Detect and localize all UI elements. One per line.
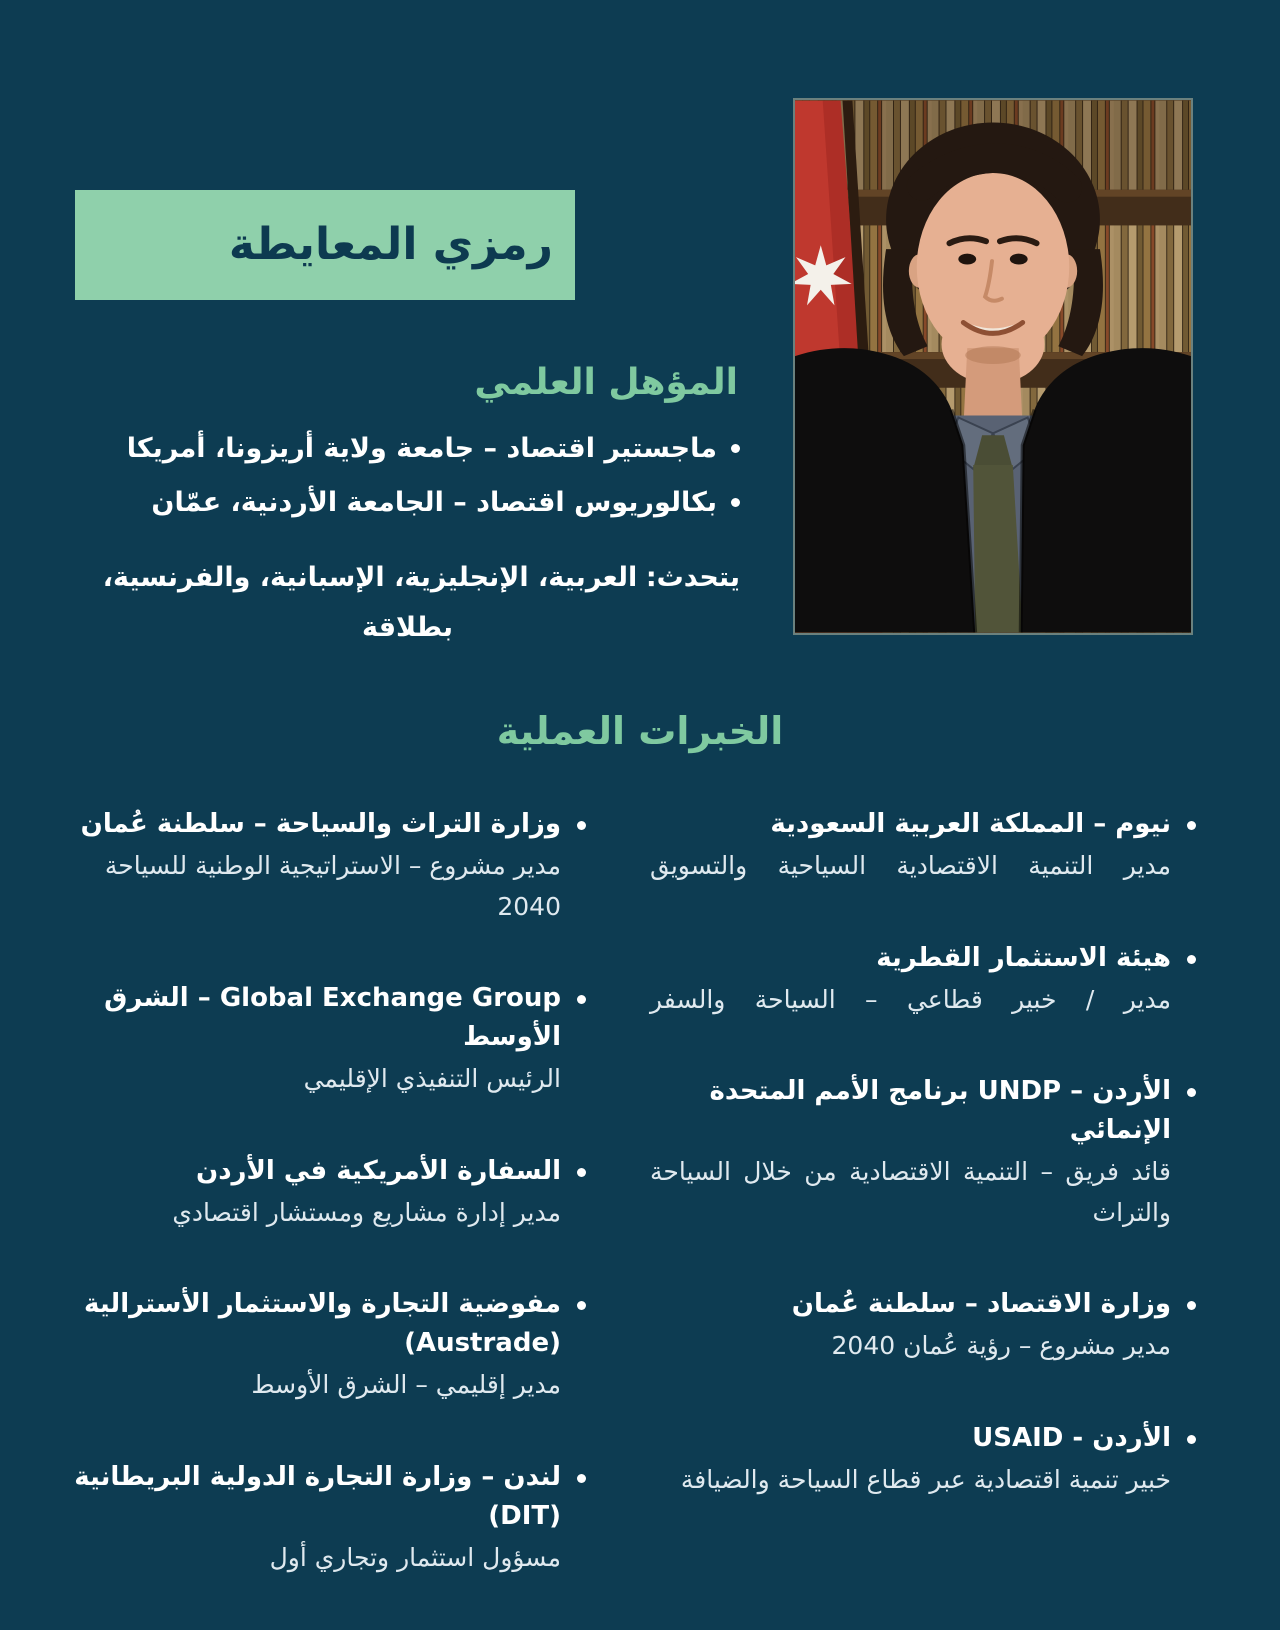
- experience-body: [650, 805, 1171, 887]
- intro-column: [75, 190, 740, 676]
- portrait-illustration: [795, 100, 1191, 633]
- experience-subtitle: مدير مشروع – رؤية عُمان 2040: [831, 1331, 1171, 1360]
- experience-item: [650, 805, 1196, 887]
- experience-title: السفارة الأمريكية في الأردن: [196, 1155, 561, 1186]
- experience-subtitle: مدير / خبير قطاعي – السياحة والسفر: [650, 984, 1171, 1014]
- experience-title: الأردن – UNDP برنامج الأمم المتحدة الإنمائي: [709, 1076, 1171, 1145]
- experience-title: وزارة الاقتصاد – سلطنة عُمان: [791, 1289, 1171, 1319]
- experience-title: هيئة الاستثمار القطرية: [876, 942, 1171, 973]
- experience-body: [650, 1285, 1171, 1367]
- languages-label: يتحدث:: [645, 562, 740, 593]
- experience-subtitle: قائد فريق – التنمية الاقتصادية من خلال السياحة والتراث: [650, 1157, 1171, 1227]
- qualification-heading: المؤهل العلمي: [474, 362, 738, 403]
- experience-heading: الخبرات العملية: [496, 709, 784, 753]
- profile-photo: [793, 98, 1193, 635]
- qualification-list: [75, 429, 740, 523]
- qualification-item: ماجستير اقتصاد – جامعة ولاية أريزونا، أمريكا: [126, 433, 717, 464]
- experience-subtitle: مدير التنمية الاقتصادية السياحية والتسويق: [650, 851, 1171, 880]
- experience-subtitle: الرئيس التنفيذي الإقليمي: [303, 1064, 561, 1093]
- bullet-icon: [577, 1168, 586, 1177]
- experience-title: وزارة التراث والسياحة – سلطنة عُمان: [80, 809, 561, 839]
- experience-title: لندن – وزارة التجارة الدولية البريطانية (DIT): [74, 1461, 561, 1531]
- experience-title: نيوم – المملكة العربية السعودية: [770, 809, 1171, 839]
- bullet-icon: [1187, 1088, 1196, 1097]
- experience-subtitle: خبير تنمية اقتصادية عبر قطاع السياحة والضيافة: [680, 1464, 1171, 1494]
- experience-item: [40, 1285, 586, 1406]
- name-badge: [75, 190, 575, 300]
- experience-body: [40, 1458, 561, 1579]
- experience-body: [40, 1285, 561, 1406]
- experience-item: [40, 1152, 586, 1234]
- bullet-icon: [577, 1474, 586, 1483]
- experience-body: [650, 1419, 1171, 1501]
- experience-title: مفوضية التجارة والاستثمار الأسترالية (Austrade): [84, 1289, 561, 1358]
- experience-subtitle: مدير مشروع – الاستراتيجية الوطنية للسياحة 2040: [104, 851, 561, 921]
- experience-body: [650, 1072, 1171, 1233]
- person-name: رمزي المعايطة: [228, 219, 553, 270]
- experience-columns: [0, 805, 1280, 1630]
- experience-item: [650, 939, 1196, 1021]
- qualification-item: بكالوريوس اقتصاد – الجامعة الأردنية، عمّان: [151, 486, 717, 518]
- list-item: [75, 483, 740, 524]
- bullet-icon: [1187, 821, 1196, 830]
- experience-body: [650, 939, 1171, 1021]
- experience-item: [650, 1419, 1196, 1501]
- bullet-icon: [731, 444, 740, 453]
- experience-title: Global Exchange Group – الشرق الأوسط: [104, 983, 561, 1052]
- experience-item: [40, 1458, 586, 1579]
- bullet-icon: [1187, 1301, 1196, 1310]
- experience-item: [40, 979, 586, 1100]
- experience-subtitle: مدير إقليمي – الشرق الأوسط: [251, 1370, 561, 1399]
- bullet-icon: [577, 1301, 586, 1310]
- experience-body: [40, 979, 561, 1100]
- bullet-icon: [577, 821, 586, 830]
- languages-line: [75, 557, 740, 649]
- experience-subtitle: مدير إدارة مشاريع ومستشار اقتصادي: [172, 1197, 561, 1227]
- experience-body: [40, 1152, 561, 1234]
- experience-body: [40, 805, 561, 927]
- experience-item: [40, 805, 586, 927]
- bullet-icon: [1187, 1435, 1196, 1444]
- top-section: [0, 0, 1280, 665]
- experience-column-left: [40, 805, 586, 1630]
- experience-item: [650, 1285, 1196, 1367]
- languages-text: العربية، الإنجليزية، الإسبانية، والفرنسية،: [102, 562, 638, 593]
- experience-column-right: [650, 805, 1196, 1630]
- experience-title: الأردن - USAID: [972, 1422, 1171, 1453]
- experience-subtitle: مسؤول استثمار وتجاري أول: [269, 1542, 561, 1572]
- languages-text-continued: بطلاقة: [362, 611, 453, 643]
- bullet-icon: [731, 498, 740, 507]
- bullet-icon: [577, 995, 586, 1004]
- experience-item: [650, 1072, 1196, 1233]
- list-item: [75, 429, 740, 470]
- bullet-icon: [1187, 955, 1196, 964]
